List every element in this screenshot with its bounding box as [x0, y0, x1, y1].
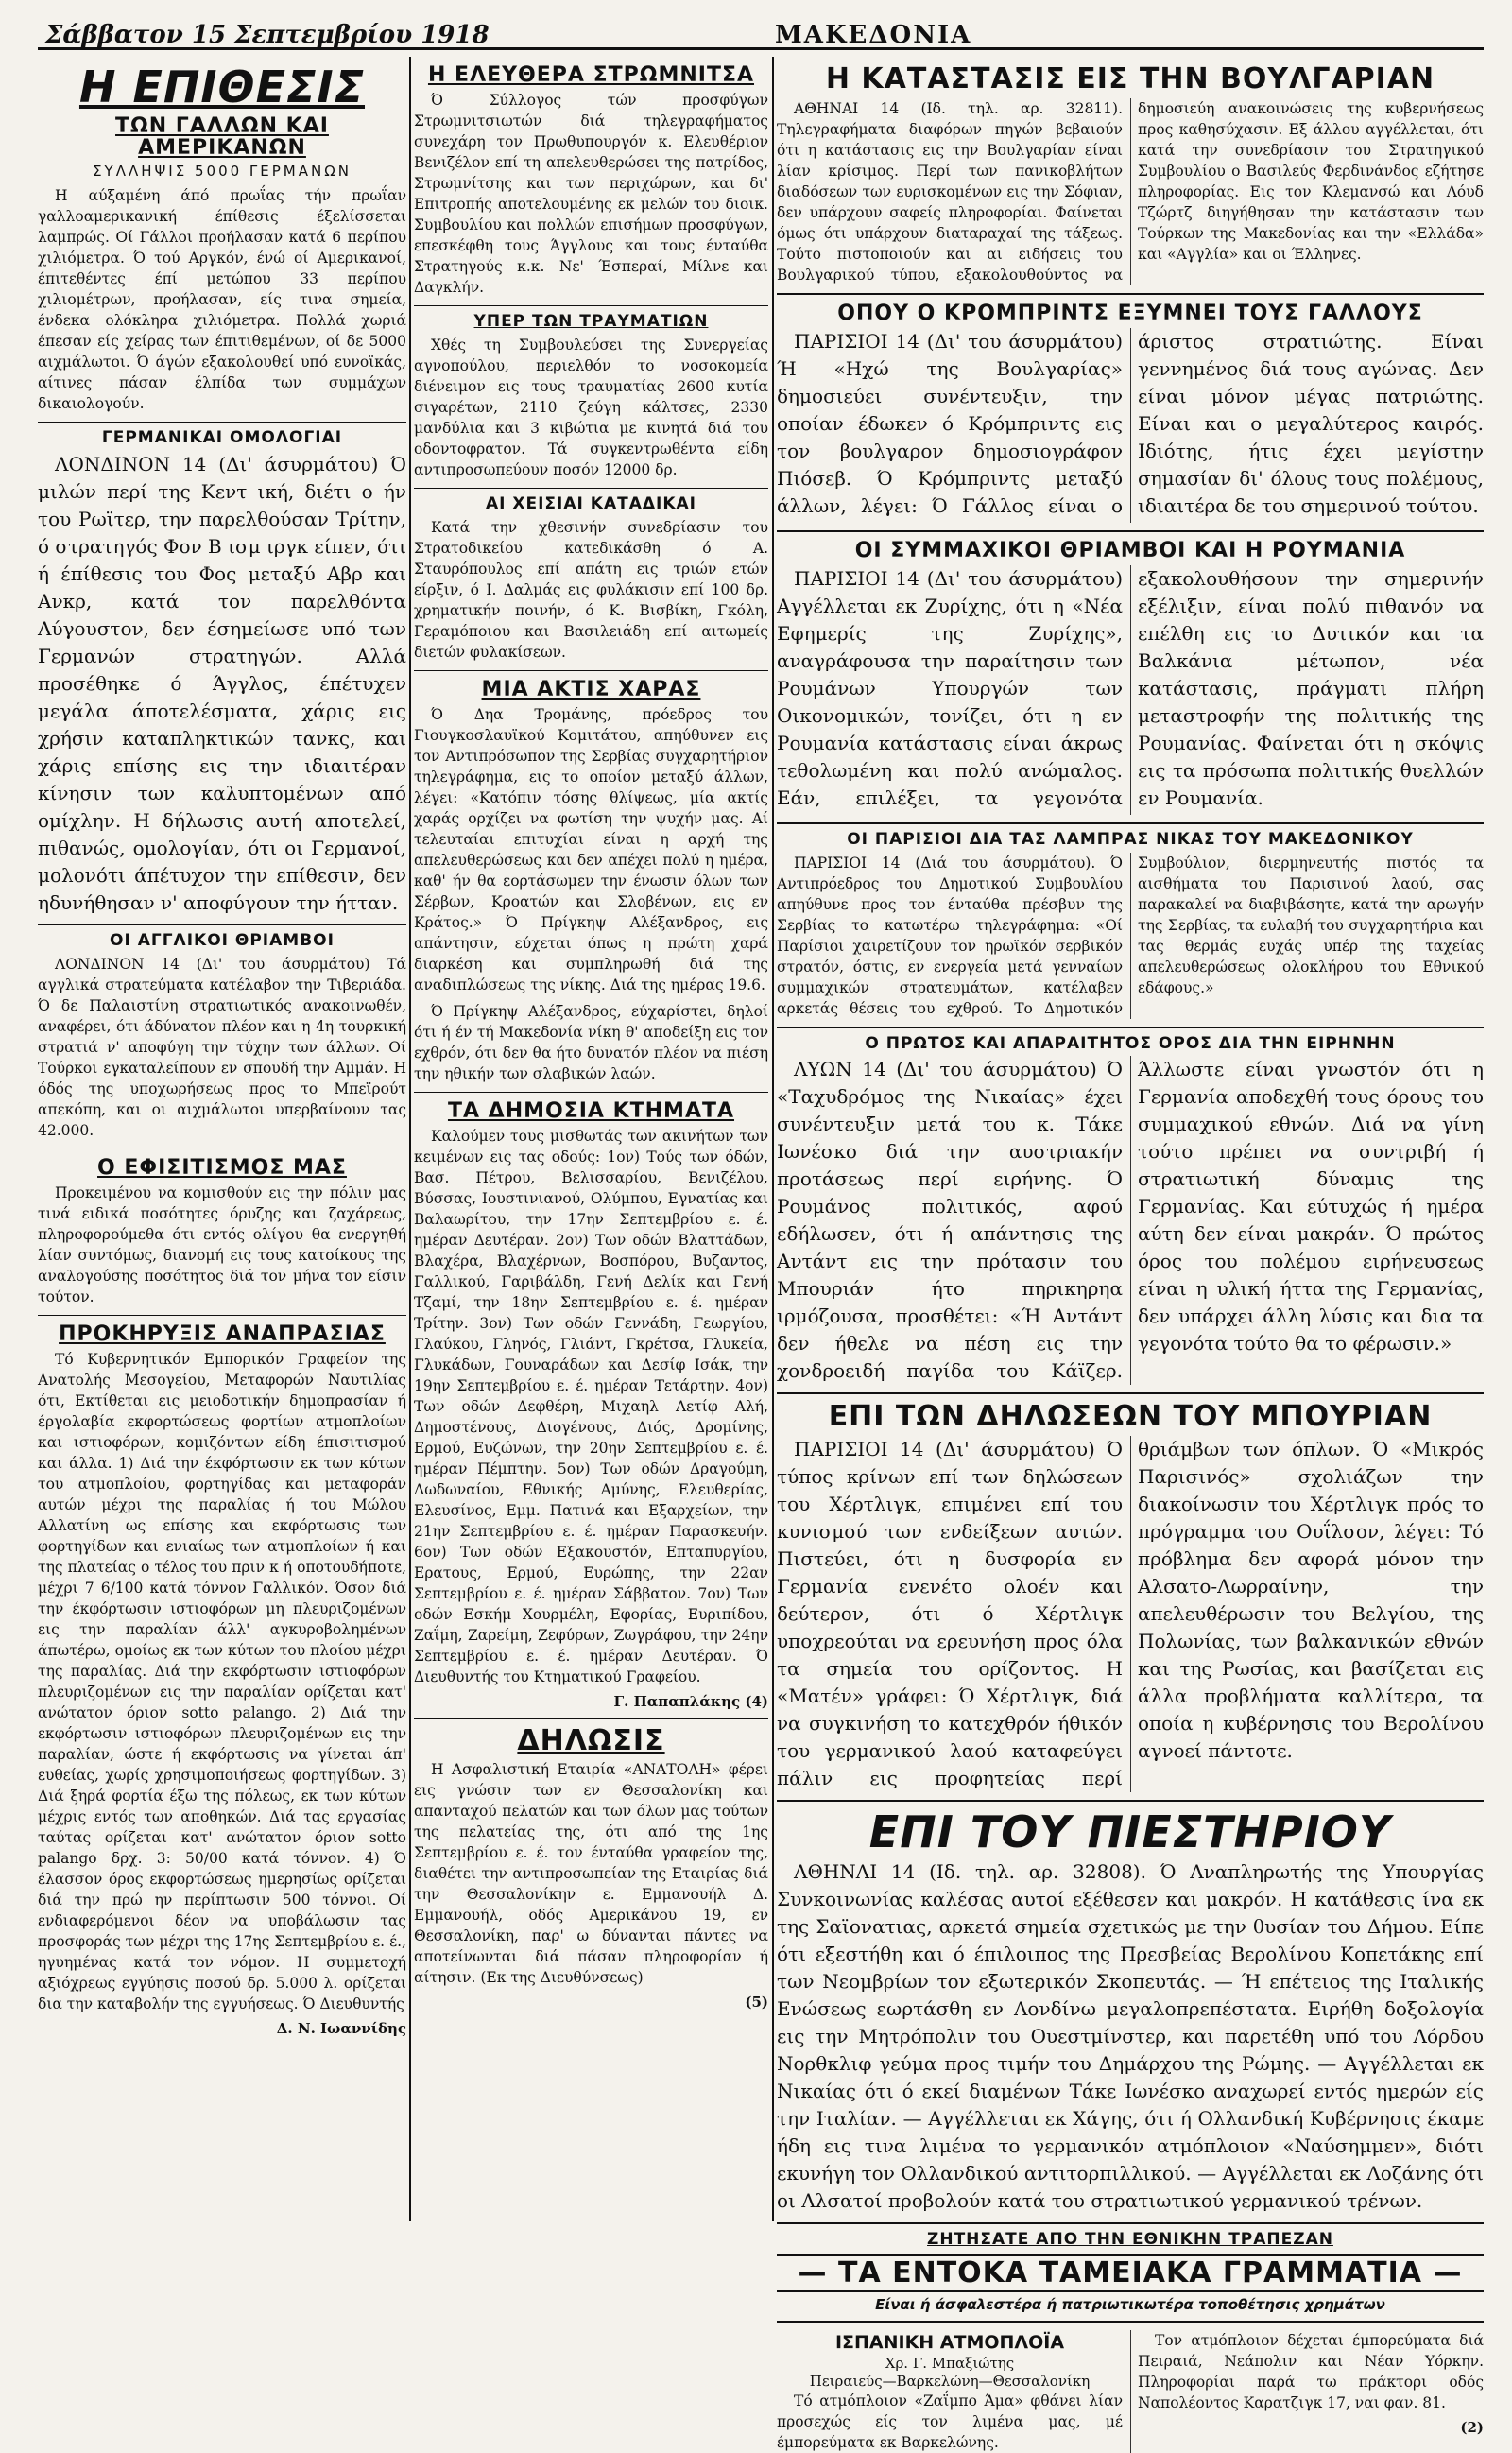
divider	[777, 2321, 1484, 2323]
kicker-attack: ΣΥΛΛΗΨΙΣ 5000 ΓΕΡΜΑΝΩΝ	[93, 163, 352, 181]
headline-sentences: ΑΙ ΧΕΙΣΙΑΙ ΚΑΤΑΔΙΚΑΙ	[485, 493, 696, 513]
article-ray-of-joy: Ό Δηα Τρομάνης, πρόεδρος του Γιουγκοσλαυϊκού Κομιτάτου, απηύθυνεν εις τον Αντιπρόσωπον της Σερβίας συγχαρητήριον τηλεγράφημα, εις το οποίον μεταξύ άλλων, λέγει: «Κατόπιν τόσης θλίψεως, μία ακτίς χαράς ορχίζει να φωτίση την ψυχήν μας. Αί τελευταίαι επιτυχίαι είναι η αρχή της απελευθερώσεως και δεν απέχει πολύ η ημέρα, καθ' ήν θα εορτάσωμεν την ένωσιν όλων των Σέρβων, Κροατών και Σλοβένων, εις εν Κράτος.» Ό Πρίγκηψ Αλέξανδρος, εις απάντησιν, εύχεται όπως η πρώτη χαρά διαρκέση και συμπληρωθή διά της αναδιπλώσεως της νίκης. Διά της ημέρας 19.6.	[414, 705, 768, 993]
masthead	[38, 21, 1484, 50]
article-attack: Η αύξαμένη άπό πρωΐας τήν πρωΐαν γαλλοαμερικανική έπίθεσις έξελίσσεται λαμπρώς. Οί Γάλλοι προήλασαν κατά 6 περίπου χιλιόμετρα. Ό τού Αργκόν, ένώ οί Αμερικανοί, έπιτεθέντες έπί μετώπου 33 περίπου χιλιομέτρων, προήλασαν, είς τινα σημεία, ένδεκα ολόκληρα χιλιόμετρα. Πολλά χωριά έπεσαν είς χείρας των έπιτιθεμένων, οί δε 5000 αιχμάλωτοι. Ό άγών εξακολουθεί υπό ευνοϊκάς, αίτινες πάσαν έλπίδα των συμμάχων δικαιολογούν.	[38, 187, 406, 413]
headline-attack: Η ΕΠΙΘΕΣΙΣ	[78, 61, 366, 112]
headline-declaration: ΔΗΛΩΣΙΣ	[517, 1723, 665, 1757]
ad-spanish-line	[777, 2330, 1484, 2453]
headline-wounded: ΥΠΕΡ ΤΩΝ ΤΡΑΥΜΑΤΙΩΝ	[473, 312, 709, 332]
headline-press: ΕΠΙ ΤΟΥ ΠΙΕΣΤΗΡΙΟΥ	[868, 1805, 1392, 1857]
headline-treasury-bills: — ΤΑ ΕΝΤΟΚΑ ΤΑΜΕΙΑΚΑ ΓΡΑΜΜΑΤΙΑ —	[777, 2254, 1484, 2292]
column-3	[777, 59, 1484, 2451]
article-wounded: Χθές τη Συμβουλεύσει της Συνεργείας αγνοπούλου, περιελθόν το νοσοκομεία διένειμον εις τους τραυματίας 2600 κυτία σιγαρέτων, 2110 ζεύγη κάλτσες, 2330 μανδύλια και 3 κιβώτια με κινητά διά του οδοντοφρατον. Τά συγκεντρωθέντα είδη αντιπροσωπεύουν ποσόν 12000 δρ.	[414, 336, 768, 478]
article-bulgaria-block	[777, 98, 1484, 285]
headline-public-estates: ΤΑ ΔΗΜΟΣΙΑ ΚΤΗΜΑΤΑ	[447, 1098, 735, 1123]
signature-tender: Δ. Ν. Ιωαννίδης	[276, 2020, 406, 2038]
article-press: ΑΘΗΝΑΙ 14 (Ιδ. τηλ. αρ. 32808). Ό Αναπληρωτής της Υπουργίας Συνκοινωνίας καλέσας αυτοί εξέθεσεν και μακρόν. Η κατάθεσις ίνα εκ της Σαϊονατιας, αρκετά σημεία σχετικώς με την θυσίαν του Δήμου. Είπε ότι εξεστήθη και ό έπιλοιπος της Πρεσβείας Βερολίνου Κοπετάκης επί των Νεομβρίων τον εξωτερικόν Σκοπευτάς. — Ή επέτειος της Ιταλικής Ενώσεως εωρτάσθη εν Λονδίνω μεγαλοπρεπέστατα. Ειρήθη δοξολογία εις την Μητρόπολιν του Ουεστμίνστερ, και παρετέθη υπό του Λόρδου Νορθκλιφ γεύμα προς τιμήν του Δημάρχου της Ρώμης. — Αγγέλλεται εκ Νικαίας ότι ό εκεί διαμένων Τάκε Ιωνέσκο αναχωρεί εντός ημερών είς την Ιταλίαν. — Αγγέλλεται εκ Χάγης, ότι ή Ολλανδική Κυβέρνησις έκαμε ήδη εις τινα λιμένα το γερμανικόν ατμόπλοιον «Ναύσημμεν», διότι εκυνήγη τον Ολλανδικού αντιτορπιλλικού. — Αγγέλλεται εκ Λοζάνης ότι οι Αλσατοί προβολούν κατά του στρατιωτικού γερμανικού τρένων.	[777, 1860, 1484, 2213]
article-german-admissions: ΛΟΝΔΙΝΟΝ 14 (Δι' άσυρμάτου) Ό μιλών περί της Κεντ ική, διέτι ο ήν του Ρωϊτερ, την παρελθούσαν Τρίτην, ό στρατηγός Φον Β ισμ ιργκ είπεν, ότι ή έπίθεσις του Φος μεταξύ Αβρ και Ανκρ, κατά τον παρελθόντα Αύγουστον, δεν έσημείωσε υπό των Γερμανών στρατηγών. Αλλά προσέθηκε ό Άγγλος, έπέτυχεν μεγάλα άποτελέσματα, χάρις εις χρήσιν καταπληκτικών τανκς, και χάρις επίσης εις την ιδιαιτέραν κίνησιν των καλυπτομένων από ομίχλην. Η δήλωσις αυτή αποτελεί, πιθανώς, ομολογίαν, ότι οι Γερμανοί, μολονότι άπέτυχον την επίθεσιν, δεν ηδυνήθησαν ν' αποφύγουν την ήτταν.	[38, 453, 406, 915]
article-english-triumphs: ΛΟΝΔΙΝΟΝ 14 (Δι' του άσυρμάτου) Τά αγγλικά στρατεύματα κατέλαβον την Τιβεριάδα. Ό δε Παλαιστίνη στρατιωτικός ανακοινωθέν, αναφέρει, ότι άδύνατον πλέον και η 4η τουρκική στρατιά ν' αποφύγη την τύχην των άλλων. Οί Τούρκοι εγκαταλείπουν εν σπουδή την Αμμάν. Η όδός της υποχωρήσεως προς το Μπεϊρούτ απεκόπη, και οι αιχμάλωτοι υπερβαίνουν τας 42.000.	[38, 956, 406, 1140]
article-kronprinz: ΠΑΡΙΣΙΟΙ 14 (Δι' του άσυρμάτου) Ή «Ηχώ της Βουλγαρίας» δημοσιεύει συνέντευξιν, την οποίαν έδωκεν ό Κρόμπριντς εις τον βουλγαρον δημοσιογράφον Πιόσεβ. Ό Κρόμπριντς μεταξύ άλλων, λέγει: Ό Γάλλος είναι ο άριστος στρατιώτης. Είναι γεννημένος διά τους αγώνας. Δεν είναι μόνον μέγας πατριώτης. Είναι και ο μεγαλύτερος καιρός. Ιδιότης, ήτις έχει μεγίστην σημασίαν δι' όλους τους πολέμους, ιδιαιτέρα δε του σημερινού τούτου.	[777, 329, 1484, 517]
article-sentences: Κατά την χθεσινήν συνεδρίασιν του Στρατοδικείου κατεδικάσθη ό Α. Σταυρόπουλος επί απάτη εις τριών ετών είρξιν, ό Ι. Δαλμάς εις φυλάκισιν επί 100 δρ. χρηματικήν ποινήν, ό Κ. Βισβίκη, Γκόλη, Γεραμόποιου και Βασιλειάδη επί αιτωμείς διετών φυλακίσεων.	[414, 518, 768, 661]
article-peace-term: ΛΥΩΝ 14 (Δι' του άσυρμάτου) Ό «Ταχυδρόμος της Νικαίας» έχει συνέντευξιν μετά του κ. Τάκε Ιωνέσκο διά την αυστριακήν προτάσεως περί ειρήνης. Ό Ρουμάνος πολιτικός, αφού εδήλωσεν, ότι ή απάντησις της Αντάντ εις την πρότασιν του Μπουριάν ήτο πηρικηρηα ιρμόζουσα, προσθέτει: «Ή Αντάντ δεν ήθελε να πέση εις την χονδροειδή παγίδα του Κάϊζερ. Άλλωστε είναι γνωστόν ότι η Γερμανία αποδεχθή τους όρους του συμμαχικού εθνών. Διά να γίνη τούτο πρέπει να συντριβή ή στρατιωτική δύναμις της Γερμανίας. Και εύτυχώς ή ημέρα αύτη δεν είναι μακράν. Ό πρώτος όρος του πολέμου ειρήνευσεως είναι η υλική ήττα της Γερμανίας, δεν υπάρχει άλλη λύσις και δια τα γεγονότα τούτο θα το φέρωσιν.»	[777, 1058, 1484, 1383]
divider	[414, 305, 768, 306]
newspaper-name: ΜΑΚΕΔΟΝΙΑ	[775, 21, 972, 49]
article-burian: ΠΑΡΙΣΙΟΙ 14 (Δι' άσυρμάτου) Ό τύπος κρίνων επί των δηλώσεων του Χέρτλιγκ, επιμένει επί του κυνισμού των ενδείξεων αυτών. Πιστεύει, ότι η δυσφορία εν Γερμανία ενενέτο ολοέν και δεύτερον, ότι ό Χέρτλιγκ υποχρεούται να ερευνήση προς όλα τα σημεία του ορίζοντος. Η «Ματέν» γράφει: Ό Χέρτλιγκ, διά να συγκινήση το κατεχθρόν ήθικόν του γερμανικού λαού καταφεύγει πάλιν εις προφητείας περί θριάμβων των όπλων. Ό «Μικρός Παρισινός» σχολιάζων την διακοίνωσιν του Χέρτλιγκ πρός το πρόγραμμα του Ουΐλσον, λέγει: Τό πρόβλημα δεν αφορά μόνον την Αλσατο-Λωρραίνην, την απελευθέρωσιν του Βελγίου, της Πολωνίας, των βαλκανικών εθνών και της Ρωσίας, και βασίζεται εις άλλα προβλήματα καλλίτερα, τα οποία η κυβέρνησις του Βερολίνου αγνοεί πάντοτε.	[777, 1437, 1484, 1789]
banner-national-bank: ΖΗΤΗΣΑΤΕ ΑΠΟ ΤΗΝ ΕΘΝΙΚΗΝ ΤΡΑΠΕΖΑΝ	[927, 2230, 1333, 2250]
treasury-bills-tagline: Είναι ή άσφαλεστέρα ή πατριωτικωτέρα τοποθέτησις χρημάτων	[875, 2295, 1385, 2313]
headline-german-admissions: ΓΕΡΜΑΝΙΚΑΙ ΟΜΟΛΟΓΙΑΙ	[101, 428, 343, 448]
headline-ray-of-joy: ΜΙΑ ΑΚΤΙΣ ΧΑΡΑΣ	[481, 677, 701, 701]
divider	[38, 422, 406, 423]
divider	[777, 293, 1484, 295]
article-tender: Τό Κυβερνητικόν Εμπορικόν Γραφείον της Ανατολής Μεσογείου, Μεταφορών Ναυτιλίας ότι, Εκτίθεται εις μειοδοτικήν δημοπρασίαν ή έργολαβία εκφορτώσεως φορτίων ατμοπλοίων και ιστιοφόρων, κομιζόντων είδη έπισιτισμού και άλλα. 1) Διά την έκφόρτωσιν εκ των κύτων του ατμοπλοίου, φορτηγίδας και μεταφοράν αυτών μέχρι της παραλίας ή του Μώλου Αλλατίνη ως επίσης και εκφόρτωσις των φορτηγίδων και ενιαίως των ατμοπλοίων ή και της πλατείας ο τέλος του πριν κ ή οποτουδήποτε, μέχρι 7 6/100 κατά τόννον Γαλλικόν. Όσον διά την έκφόρτωσιν ιστιοφόρων μη πλευριζομένων εις την παραλίαν άλλ' αγκυροβολημένων άπωτέρω, ομοίως εκ των κύτων του πλοίου μέχρι της παραλίας. Διά την εκφόρτωσιν ιστιοφόρων πλευριζομένων εις την παραλίαν ορίζεται κατ' ανώτατον όριον sotto palango. 2) Διά την εκφόρτωσιν ιστιοφόρων πλευριζομένων εις την παραλίαν, ώστε ή εκφόρτωσις να γίνεται άπ' ευθείας, χωρίς χρησιμοποιήσεως φορτηγίδων. 3) Διά ξηρά φορτία έξω της πόλεως, εκ των κύτων μέχρις εντός των αποθηκών. Διά τας εργασίας ταύτας ορίζεται κατ' ανώτατον όριον sotto palango δρχ. 3: 50/00 κατά τόννον. 4) Ό έλασσον όρος εκφορτώσεως ημερησίως ορίζεται διά την πρώ ην περίπτωσιν 500 τόννοι. Οί ενδιαφερόμενοι δέον να υποβάλωσιν τας προσφοράς των μέχρι της 17ης Σεπτεμβρίου ε. έ., ηγυημένας κατά τον νόμον. Η συμμετοχή αξιόχρεως εγγύησις ποσού δρ. 5.000 λ. ορίζεται δια την καταβολήν της εγγυήσεως. Ό Διευθυντής	[38, 1351, 406, 2013]
article-strumica: Ό Σύλλογος τών προσφύγων Στρωμνιτσιωτών διά τηλεγραφήματος συνεχάρη τον Πρωθυπουργόν κ. Ελευθέριον Βενιζέλον επί τη απελευθερώσει της πατρίδος, Στρωμνίτσης και των περιχώρων, και δι' Επιτροπής αποτελουμένης εκ μελών του διοικ. Συμβουλίου και πολλών επισήμων προσφύγων, επεσκέφθη τους Άγγλους και τους ένταύθα Στρατηγούς κ.κ. Νε' Έσπεραί, Μίλνε και Δαγκλήν.	[414, 92, 768, 297]
article-romania-block	[777, 565, 1484, 815]
article-peace-term-block	[777, 1056, 1484, 1385]
article-kronprinz-block	[777, 328, 1484, 523]
ad-route: Πειραιεύς—Βαρκελώνη—Θεσσαλονίκη	[809, 2372, 1091, 2390]
divider	[38, 924, 406, 925]
divider	[414, 1092, 768, 1093]
headline-english-triumphs: ΟΙ ΑΓΓΛΙΚΟΙ ΘΡΙΑΜΒΟΙ	[110, 931, 335, 951]
column-divider-1	[409, 57, 411, 2221]
headline-burian: ΕΠΙ ΤΩΝ ΔΗΛΩΣΕΩΝ ΤΟΥ ΜΠΟΥΡΙΑΝ	[828, 1400, 1433, 1434]
signature-public-estates	[414, 1693, 768, 1710]
headline-provisioning: Ο ΕΦΙΣΙΤΙΣΜΟΣ ΜΑΣ	[97, 1156, 347, 1181]
ad-text-1: Τό ατμόπλοιον «Ζαΐμπο Άμα» φθάνει λίαν προσεχώς είς τον λιμένα μας, μέ έμπορεύματα εκ Βαρκελώνης.	[777, 2392, 1123, 2451]
notice-number-declaration: (5)	[745, 1994, 768, 2012]
headline-peace-term: Ο ΠΡΩΤΟΣ ΚΑΙ ΑΠΑΡΑΙΤΗΤΟΣ ΟΡΟΣ ΔΙΑ ΤΗΝ ΕΙΡΗΝΗΝ	[865, 1033, 1396, 1053]
headline-kronprinz: ΟΠΟΥ Ο ΚΡΟΜΠΡΙΝΤΣ ΕΞΥΜΝΕΙ ΤΟΥΣ ΓΑΛΛΟΥΣ	[837, 301, 1423, 325]
divider	[414, 670, 768, 671]
headline-paris-victories: ΟΙ ΠΑΡΙΣΙΟΙ ΔΙΑ ΤΑΣ ΛΑΜΠΡΑΣ ΝΙΚΑΣ ΤΟΥ ΜΑΚΕΔΟΝΙΚΟΥ	[847, 829, 1414, 849]
ad-title: ΙΣΠΑΝΙΚΗ ΑΤΜΟΠΛΟΪΑ	[834, 2331, 1065, 2353]
headline-tender: ΠΡΟΚΗΡΥΞΙΣ ΑΝΑΠΡΑΣΙΑΣ	[59, 1322, 386, 1347]
article-romania: ΠΑΡΙΣΙΟΙ 14 (Δι' του άσυρμάτου) Αγγέλλεται εκ Ζυρίχης, ότι η «Νέα Εφημερίς της Ζυρίχης», αναγράφουσα την παραίτησιν των Ρουμάνων Υπουργών των Οικονομικών, τονίζει, ότι η εν Ρουμανία κατάστασις είναι άκρως τεθολωμένη και πολύ ανώμαλος. Εάν, επιλέξει, τα γεγονότα εξακολουθήσουν την σημερινήν εξέλιξιν, είναι πολύ πιθανόν να επέλθη εις το Δυτικόν και τα Βαλκάνια μέτωπον, νέα κατάστασις, πράγματι πλήρη μεταστροφήν της πολιτικής της Ρουμανίας. Φαίνεται ότι η σκόψις εις τα πρόσωπα πολιτικής θυελλών εν Ρουμανία.	[777, 566, 1484, 809]
subhead-attack: ΤΩΝ ΓΑΛΛΩΝ ΚΑΙ ΑΜΕΡΙΚΑΝΩΝ	[115, 114, 329, 161]
ad-text-2: Τον ατμόπλοιον δέχεται έμπορεύματα διά Πειραιά, Νεάπολιν και Νέαν Υόρκην. Πληροφορίαι παρά τω πράκτορι οδός Ναπολέοντος Καρατζιγκ 17, ναι φαν. 81.	[1138, 2331, 1484, 2411]
divider	[777, 2222, 1484, 2224]
divider	[777, 1027, 1484, 1028]
issue-date: Σάββατον 15 Σεπτεμβρίου 1918	[45, 21, 490, 49]
divider	[777, 1392, 1484, 1394]
notice-number: (4)	[745, 1692, 768, 1710]
headline-strumica: Η ΕΛΕΥΘΕΡΑ ΣΤΡΩΜΝΙΤΣΑ	[427, 63, 755, 87]
signature-name: Γ. Παπαπλάκης	[613, 1692, 741, 1710]
divider	[414, 1718, 768, 1719]
article-public-estates: Καλούμεν τους μισθωτάς των ακινήτων των κειμένων εις τας οδούς: 1ον) Τούς των όδών, Βασ. Πέτρου, Βελισσαρίου, Βενιζέλου, Βύσσας, Ιουστινιανού, Ολύμπου, Εγνατίας και Βαλαωρίτου, την 17ην Σεπτεμβρίου ε. έ. ημέραν Δευτέραν. 2ον) Των οδών Βλαττάδων, Βλαχέρα, Βλαχέρνων, Βοσπόρου, Βυζαντος, Γαλλικού, Γαριβάλδη, Γενή Δελίκ και Γενή Τζαμί, την 18ην Σεπτεμβρίου ε. έ. ημέραν Τρίτην. 3ον) Των οδών Γεννάδη, Γεωργίου, Γλαύκου, Γληνός, Γλιάντ, Γκρέτσα, Γλυκεία, Γλυκάδων, Γουναράδων και Δεσίφ Ισάκ, την 19ην Σεπτεμβρίου ε. έ. ημέραν Τετάρτην. 4ον) Των οδών Δεφθέρη, Μιχαηλ Λετίφ Αλή, Δημοστένους, Διογένους, Διός, Δρομίνης, Ερμού, Ευζώνων, την 20ην Σεπτεμβρίου ε. έ. ημέραν Πέμπτην. 5ον) Των οδών Δραγούμη, Δωδωναίου, Εθνικής Αμύνης, Ελευθερίας, Ελευσίνος, Εμμ. Πατινά και Εξαρχείων, την 21ην Σεπτεμβρίου ε. έ. ημέραν Παρασκευήν. 6ον) Των οδών Εξακουστόν, Επταπυργίου, Ερατους, Ερμού, Ευρώπης, την 22αν Σεπτεμβρίου ε. έ. ημέραν Σάββατον. 7ον) Των οδών Εσκήμ Χουρμέλη, Εφορίας, Ευριπίδου, Ζαΐμη, Ζαρείμη, Ζεφύρων, Ζωγράφου, την 24ην Σεπτεμβρίου ε. έ. ημέραν Δευτέραν. Ό Διευθυντής του Κτηματικού Γραφείου.	[414, 1127, 768, 1685]
ad-agent: Χρ. Γ. Μπαξιώτης	[885, 2354, 1015, 2372]
article-paris-victories-block	[777, 853, 1484, 1019]
headline-bulgaria: Η ΚΑΤΑΣΤΑΣΙΣ ΕΙΣ ΤΗΝ ΒΟΥΛΓΑΡΙΑΝ	[825, 62, 1435, 95]
article-burian-block	[777, 1436, 1484, 1792]
article-provisioning: Προκειμένου να κομισθούν εις την πόλιν μας τινά ειδικά ποσότητες όρυζης και ζαχάρεως, πληροφορούμεθα ότι εντός ολίγου θα ενεργηθή λίαν συντόμως, διανομή εις τους κατοίκους της αναλογούσης ποσότητος διά τον μήνα τον είσιν τούτον.	[38, 1184, 406, 1306]
article-paris-victories: ΠΑΡΙΣΙΟΙ 14 (Διά του άσυρμάτου). Ό Αντιπρόεδρος του Δημοτικού Συμβουλίου απηύθυνε προς τον ένταύθα πρέσβυν της Σερβίας το κατωτέρω τηλεγράφημα: «Οί Παρίσιοι χαιρετίζουν τον ηρωϊκόν σερβικόν στρατόν, όστις, εν ενεργεία μετά γενναίων συμμαχικών στρατευμάτων, κατέλαβεν αρκετάς θέσεις του εχθρού. Το Δημοτικόν Συμβούλιον, διερμηνευτής πιστός τα αισθήματα του Παρισινού λαού, σας παρακαλεί να διαβιβάσητε, κατά την αρωγήν της Σερβίας, τα ευλαβή του συγχαρητήρια και τας θερμάς ευχάς υπέρ της ταχείας απελευθερώσεως ολοκλήρου του Εθνικού εδάφους.»	[777, 854, 1484, 1017]
headline-romania: ΟΙ ΣΥΜΜΑΧΙΚΟΙ ΘΡΙΑΜΒΟΙ ΚΑΙ Η ΡΟΥΜΑΝΙΑ	[854, 538, 1406, 562]
divider	[38, 1315, 406, 1316]
ad-number: (2)	[1460, 2418, 1484, 2436]
divider	[777, 1800, 1484, 1802]
column-divider-2	[772, 57, 774, 2221]
divider	[777, 530, 1484, 532]
divider	[414, 488, 768, 489]
column-2	[414, 59, 768, 2223]
column-1	[38, 59, 406, 2223]
article-ray-of-joy-2: Ό Πρίγκηψ Αλέξανδρος, εύχαρίστει, δηλοί ότι ή έν τή Μακεδονία νίκη θ' αποδείξη εις τον εχθρόν, ότι δεν θα ήτο δυνατόν πλέον να πιέση την ηθικήν των σλαβικών λαών.	[414, 1002, 768, 1082]
article-declaration: Η Ασφαλιστική Εταιρία «ΑΝΑΤΟΛΗ» φέρει εις γνώσιν των εν Θεσσαλονίκη και απανταχού πελατών και των όλων μας τούτων της πελατείας της, ότι από της 1ης Σεπτεμβρίου ε. έ. τον ένταύθα γραφείον της, διαθέτει την αντιπροσωπείαν της Εταιρίας διά την Θεσσαλονίκην ε. Εμμανουήλ Δ. Εμμανουήλ, οδός Αμερικάνου 19, εν Θεσσαλονίκη, παρ' ω δύνανται πάντες να αποτείνωνται διά πάσαν πληροφορίαν ή αίτησιν. (Εκ της Διευθύνσεως)	[414, 1761, 768, 1987]
article-bulgaria: ΑΘΗΝΑΙ 14 (Ιδ. τηλ. αρ. 32811). Τηλεγραφήματα διαφόρων πηγών βεβαιούν ότι η κατάστασις εις την Βουλγαρίαν είναι λίαν κρίσιμος. Περί των πανικοβλήτων διαδόσεων των ευρισκομένων εις την Σόφιαν, δεν υπάρχουν σαφείς πληροφορίαι. Φαίνεται όμως ότι υπάρχουν διαταραχαί της τάξεως. Τούτο πιστοποιούν και αι ειδήσεις του Βουλγαρικού τύπου, εξακολουθούντος να δημοσιεύη ανακοινώσεις της κυβερνήσεως προς καθησύχασιν. Εξ άλλου αγγέλλεται, ότι κατά την συνεδρίασιν του Στρατηγικού Συμβουλίου ο Βασιλεύς Φερδινάνδος εζήτησε πληροφορίας. Εις τον Κλεμανσώ και Λόυδ Τζώρτζ διηγήθησαν την κατάστασιν των Τούρκων της Μακεδονίας και την «Ελλάδα» και «Αγγλία» και οι Έλληνες.	[777, 99, 1484, 284]
divider	[777, 822, 1484, 824]
